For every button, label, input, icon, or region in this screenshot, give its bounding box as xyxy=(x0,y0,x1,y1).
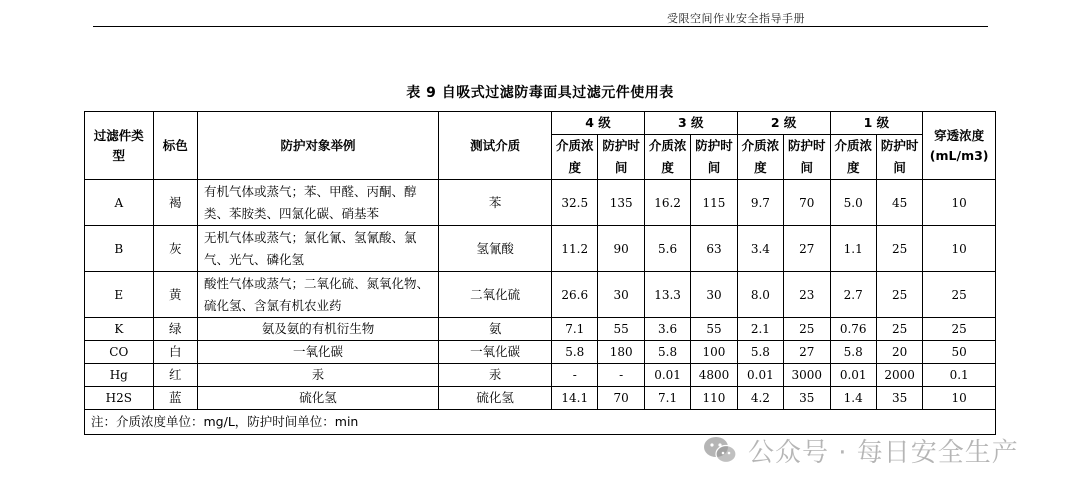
cell-medium: 氨 xyxy=(439,318,552,341)
col-grade-3: 3 级 xyxy=(644,112,737,135)
cell-type: CO xyxy=(85,341,154,364)
filter-usage-table xyxy=(84,111,996,435)
cell-g4-conc: - xyxy=(552,364,598,387)
cell-g3-time: 115 xyxy=(691,180,737,226)
cell-g1-conc: 5.8 xyxy=(830,341,876,364)
cell-g3-conc: 13.3 xyxy=(644,272,690,318)
header-row-1 xyxy=(85,112,996,135)
cell-g2-conc: 9.7 xyxy=(737,180,783,226)
cell-color: 绿 xyxy=(153,318,197,341)
cell-color: 灰 xyxy=(153,226,197,272)
cell-g4-time: 70 xyxy=(598,387,644,410)
table-title: 表 9 自吸式过滤防毒面具过滤元件使用表 xyxy=(406,85,674,101)
header-rule xyxy=(93,26,988,27)
watermark xyxy=(702,432,1019,468)
cell-color: 褐 xyxy=(153,180,197,226)
col-grade-2: 2 级 xyxy=(737,112,830,135)
cell-breakthrough: 50 xyxy=(923,341,996,364)
cell-g3-conc: 7.1 xyxy=(644,387,690,410)
col-g4-conc: 介质浓度 xyxy=(552,135,598,180)
cell-g3-time: 110 xyxy=(691,387,737,410)
cell-objects: 汞 xyxy=(197,364,438,387)
table-row xyxy=(85,180,996,226)
cell-medium: 汞 xyxy=(439,364,552,387)
col-objects: 防护对象举例 xyxy=(197,112,438,180)
cell-objects: 氨及氨的有机衍生物 xyxy=(197,318,438,341)
cell-g4-time: 55 xyxy=(598,318,644,341)
col-breakthrough xyxy=(923,112,996,180)
col-g4-time: 防护时间 xyxy=(598,135,644,180)
table-row xyxy=(85,318,996,341)
table-row xyxy=(85,387,996,410)
cell-g1-conc: 1.4 xyxy=(830,387,876,410)
cell-breakthrough: 25 xyxy=(923,272,996,318)
cell-g4-conc: 32.5 xyxy=(552,180,598,226)
col-filter-type: 过滤件类型 xyxy=(85,112,154,180)
cell-breakthrough: 25 xyxy=(923,318,996,341)
cell-type: B xyxy=(85,226,154,272)
cell-g4-time: 90 xyxy=(598,226,644,272)
cell-g1-conc: 5.0 xyxy=(830,180,876,226)
col-g3-time: 防护时间 xyxy=(691,135,737,180)
cell-g3-conc: 16.2 xyxy=(644,180,690,226)
col-g2-time: 防护时间 xyxy=(784,135,830,180)
cell-g4-time: 30 xyxy=(598,272,644,318)
cell-type: K xyxy=(85,318,154,341)
cell-objects: 无机气体或蒸气；氯化氰、氢氰酸、氯气、光气、磷化氢 xyxy=(197,226,438,272)
cell-g3-time: 63 xyxy=(691,226,737,272)
cell-breakthrough: 0.1 xyxy=(923,364,996,387)
cell-g1-time: 25 xyxy=(876,272,922,318)
cell-g1-conc: 2.7 xyxy=(830,272,876,318)
cell-g2-time: 27 xyxy=(784,341,830,364)
cell-objects: 硫化氢 xyxy=(197,387,438,410)
table-note: 注：介质浓度单位：mg/L，防护时间单位：min xyxy=(85,410,996,435)
cell-medium: 苯 xyxy=(439,180,552,226)
cell-g4-conc: 5.8 xyxy=(552,341,598,364)
cell-g1-conc: 0.76 xyxy=(830,318,876,341)
cell-g2-time: 25 xyxy=(784,318,830,341)
cell-medium: 一氧化碳 xyxy=(439,341,552,364)
cell-color: 红 xyxy=(153,364,197,387)
table-row xyxy=(85,272,996,318)
cell-g3-time: 4800 xyxy=(691,364,737,387)
cell-g3-time: 100 xyxy=(691,341,737,364)
cell-g2-conc: 4.2 xyxy=(737,387,783,410)
cell-g3-time: 30 xyxy=(691,272,737,318)
cell-g4-time: 135 xyxy=(598,180,644,226)
cell-breakthrough: 10 xyxy=(923,180,996,226)
cell-g2-time: 35 xyxy=(784,387,830,410)
col-g2-conc: 介质浓度 xyxy=(737,135,783,180)
cell-g3-conc: 3.6 xyxy=(644,318,690,341)
cell-objects: 一氧化碳 xyxy=(197,341,438,364)
cell-color: 蓝 xyxy=(153,387,197,410)
col-g1-time: 防护时间 xyxy=(876,135,922,180)
cell-g3-conc: 5.6 xyxy=(644,226,690,272)
col-grade-4: 4 级 xyxy=(552,112,645,135)
cell-g1-conc: 0.01 xyxy=(830,364,876,387)
cell-g2-time: 70 xyxy=(784,180,830,226)
cell-g2-conc: 3.4 xyxy=(737,226,783,272)
cell-g4-time: 180 xyxy=(598,341,644,364)
col-color: 标色 xyxy=(153,112,197,180)
cell-g3-time: 55 xyxy=(691,318,737,341)
breakthrough-label: 穿透浓度 xyxy=(934,127,985,143)
cell-color: 白 xyxy=(153,341,197,364)
cell-g2-time: 23 xyxy=(784,272,830,318)
table-row xyxy=(85,364,996,387)
cell-g1-time: 2000 xyxy=(876,364,922,387)
cell-g2-conc: 2.1 xyxy=(737,318,783,341)
cell-objects: 酸性气体或蒸气；二氧化硫、氮氧化物、硫化氢、含氯有机农业药 xyxy=(197,272,438,318)
cell-g2-conc: 5.8 xyxy=(737,341,783,364)
cell-medium: 二氧化硫 xyxy=(439,272,552,318)
cell-g3-conc: 5.8 xyxy=(644,341,690,364)
cell-color: 黄 xyxy=(153,272,197,318)
cell-g1-time: 20 xyxy=(876,341,922,364)
cell-g1-time: 35 xyxy=(876,387,922,410)
cell-g4-conc: 26.6 xyxy=(552,272,598,318)
cell-g1-time: 25 xyxy=(876,318,922,341)
cell-medium: 氢氰酸 xyxy=(439,226,552,272)
col-g1-conc: 介质浓度 xyxy=(830,135,876,180)
cell-g4-time: - xyxy=(598,364,644,387)
cell-g4-conc: 14.1 xyxy=(552,387,598,410)
table-row xyxy=(85,341,996,364)
watermark-text: 公众号 · 每日安全生产 xyxy=(748,437,1019,468)
cell-type: Hg xyxy=(85,364,154,387)
breakthrough-unit: (mL/m3) xyxy=(929,147,989,163)
cell-medium: 硫化氢 xyxy=(439,387,552,410)
cell-g1-time: 25 xyxy=(876,226,922,272)
col-g3-conc: 介质浓度 xyxy=(644,135,690,180)
col-grade-1: 1 级 xyxy=(830,112,923,135)
cell-g4-conc: 11.2 xyxy=(552,226,598,272)
page-header: 受限空间作业安全指导手册 xyxy=(667,12,805,25)
cell-breakthrough: 10 xyxy=(923,226,996,272)
cell-objects: 有机气体或蒸气；苯、甲醛、丙酮、醇类、苯胺类、四氯化碳、硝基苯 xyxy=(197,180,438,226)
cell-type: H2S xyxy=(85,387,154,410)
table-row xyxy=(85,226,996,272)
cell-g2-time: 3000 xyxy=(784,364,830,387)
cell-g4-conc: 7.1 xyxy=(552,318,598,341)
cell-type: E xyxy=(85,272,154,318)
cell-g1-conc: 1.1 xyxy=(830,226,876,272)
col-test-medium: 测试介质 xyxy=(439,112,552,180)
cell-g2-conc: 8.0 xyxy=(737,272,783,318)
cell-breakthrough: 10 xyxy=(923,387,996,410)
cell-g2-conc: 0.01 xyxy=(737,364,783,387)
cell-g1-time: 45 xyxy=(876,180,922,226)
cell-g3-conc: 0.01 xyxy=(644,364,690,387)
wechat-icon xyxy=(702,435,738,465)
cell-g2-time: 27 xyxy=(784,226,830,272)
cell-type: A xyxy=(85,180,154,226)
